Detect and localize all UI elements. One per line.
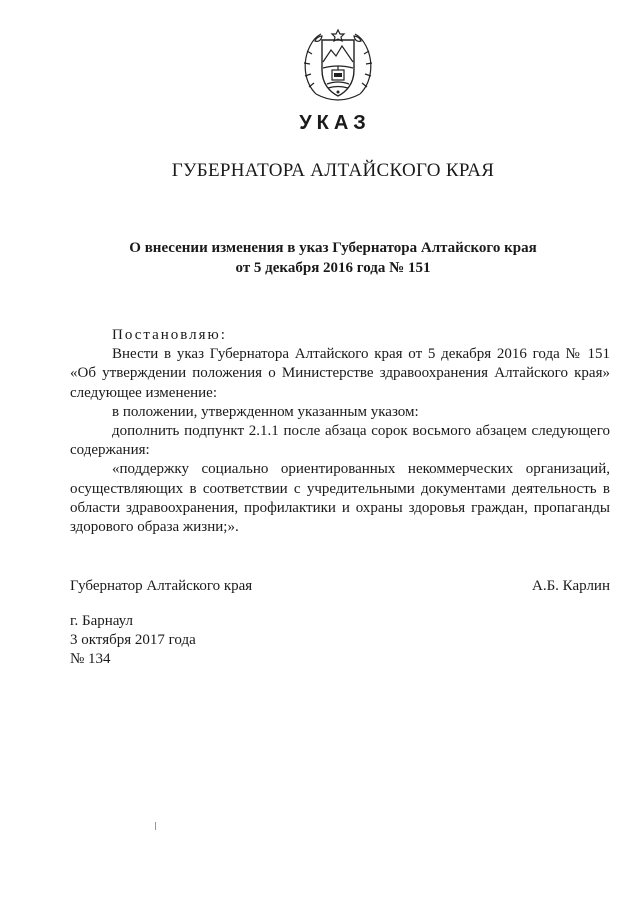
- issuer-subtitle: ГУБЕРНАТОРА АЛТАЙСКОГО КРАЯ: [171, 160, 495, 181]
- footer-city: г. Барнаул: [70, 613, 133, 629]
- heading-line-1: О внесении изменения в указ Губернатора Алтайского края: [129, 240, 537, 256]
- scan-speck: [155, 822, 156, 830]
- document-heading: [0, 238, 640, 278]
- footer-number: № 134: [70, 651, 111, 667]
- body-paragraph-3: дополнить подпункт 2.1.1 после абзаца сорок восьмого абзацем следующего содержания:: [70, 423, 610, 459]
- coat-of-arms-icon: [298, 24, 378, 108]
- footer-date: 3 октября 2017 года: [70, 632, 196, 648]
- body-paragraph-4: «поддержку социально ориентированных некоммерческих организаций, осуществляющих в соответствии с учредительными документами деятельность в области здравоохранения, профилактики и охраны здоровья граждан, пропаганды здорового образа жизни;».: [70, 461, 610, 536]
- body-paragraph-2: в положении, утвержденном указанным указом:: [112, 403, 419, 420]
- body-paragraph-1: Внести в указ Губернатора Алтайского края от 5 декабря 2016 года № 151 «Об утверждении положения о Министерстве здравоохранения Алтайского края» следующее изменение:: [70, 346, 610, 401]
- document-body: [70, 326, 610, 537]
- document-type-title: УКАЗ: [299, 112, 371, 134]
- signatory-position: Губернатор Алтайского края: [70, 578, 253, 594]
- decree-word: Постановляю:: [112, 327, 227, 343]
- heading-line-2: от 5 декабря 2016 года № 151: [235, 260, 431, 276]
- signatory-name: А.Б. Карлин: [531, 578, 610, 594]
- document-footer: [70, 612, 196, 669]
